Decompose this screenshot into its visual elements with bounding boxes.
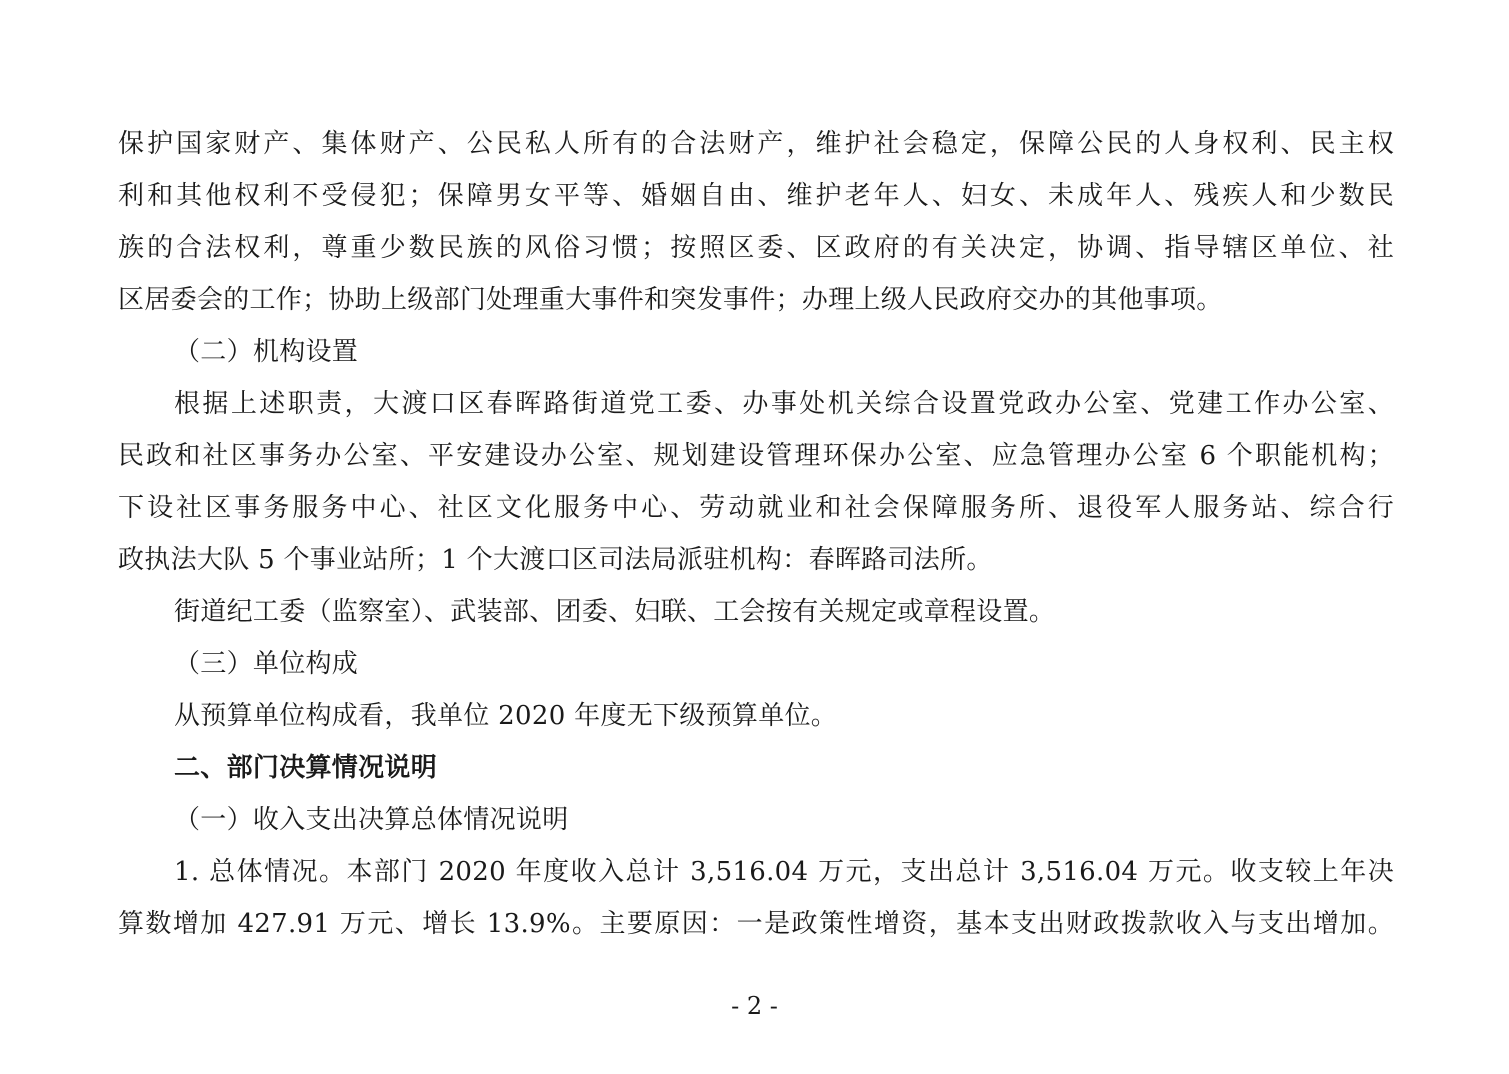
section-heading-unit-composition: （三）单位构成: [174, 649, 359, 679]
paragraph-line: 从预算单位构成看，我单位 2020 年度无下级预算单位。: [174, 701, 838, 731]
paragraph-line: 算数增加 427.91 万元、增长 13.9%。主要原因：一是政策性增资，基本支出财政拨款收入与支出增加。: [118, 909, 1394, 939]
paragraph-line: 利和其他权利不受侵犯；保障男女平等、婚姻自由、维护老年人、妇女、未成年人、残疾人和少数民: [118, 181, 1394, 211]
paragraph-line: 族的合法权利，尊重少数民族的风俗习惯；按照区委、区政府的有关决定，协调、指导辖区单位、社: [118, 233, 1394, 263]
paragraph-line: 区居委会的工作；协助上级部门处理重大事件和突发事件；办理上级人民政府交办的其他事项。: [118, 285, 1223, 315]
paragraph-line: 民政和社区事务办公室、平安建设办公室、规划建设管理环保办公室、应急管理办公室 6 个职能机构；: [118, 441, 1394, 471]
paragraph-line: 1. 总体情况。本部门 2020 年度收入总计 3,516.04 万元，支出总计 3,516.04 万元。收支较上年决: [174, 857, 1394, 887]
paragraph-line: 下设社区事务服务中心、社区文化服务中心、劳动就业和社会保障服务所、退役军人服务站、综合行: [118, 493, 1394, 523]
body-text: [118, 118, 1394, 950]
paragraph-line: 街道纪工委（监察室）、武装部、团委、妇联、工会按有关规定或章程设置。: [174, 597, 1056, 627]
section-heading-income-expense: （一）收入支出决算总体情况说明: [174, 805, 569, 835]
section-heading-org-setup: （二）机构设置: [174, 337, 359, 367]
paragraph-line: 保护国家财产、集体财产、公民私人所有的合法财产，维护社会稳定，保障公民的人身权利、民主权: [118, 129, 1394, 159]
page-number: - 2 -: [731, 992, 778, 1020]
chapter-heading-final-accounts: 二、部门决算情况说明: [174, 753, 438, 783]
paragraph-line: 根据上述职责，大渡口区春晖路街道党工委、办事处机关综合设置党政办公室、党建工作办公室、: [174, 389, 1394, 419]
paragraph-line: 政执法大队 5 个事业站所；1 个大渡口区司法局派驻机构：春晖路司法所。: [118, 545, 993, 575]
